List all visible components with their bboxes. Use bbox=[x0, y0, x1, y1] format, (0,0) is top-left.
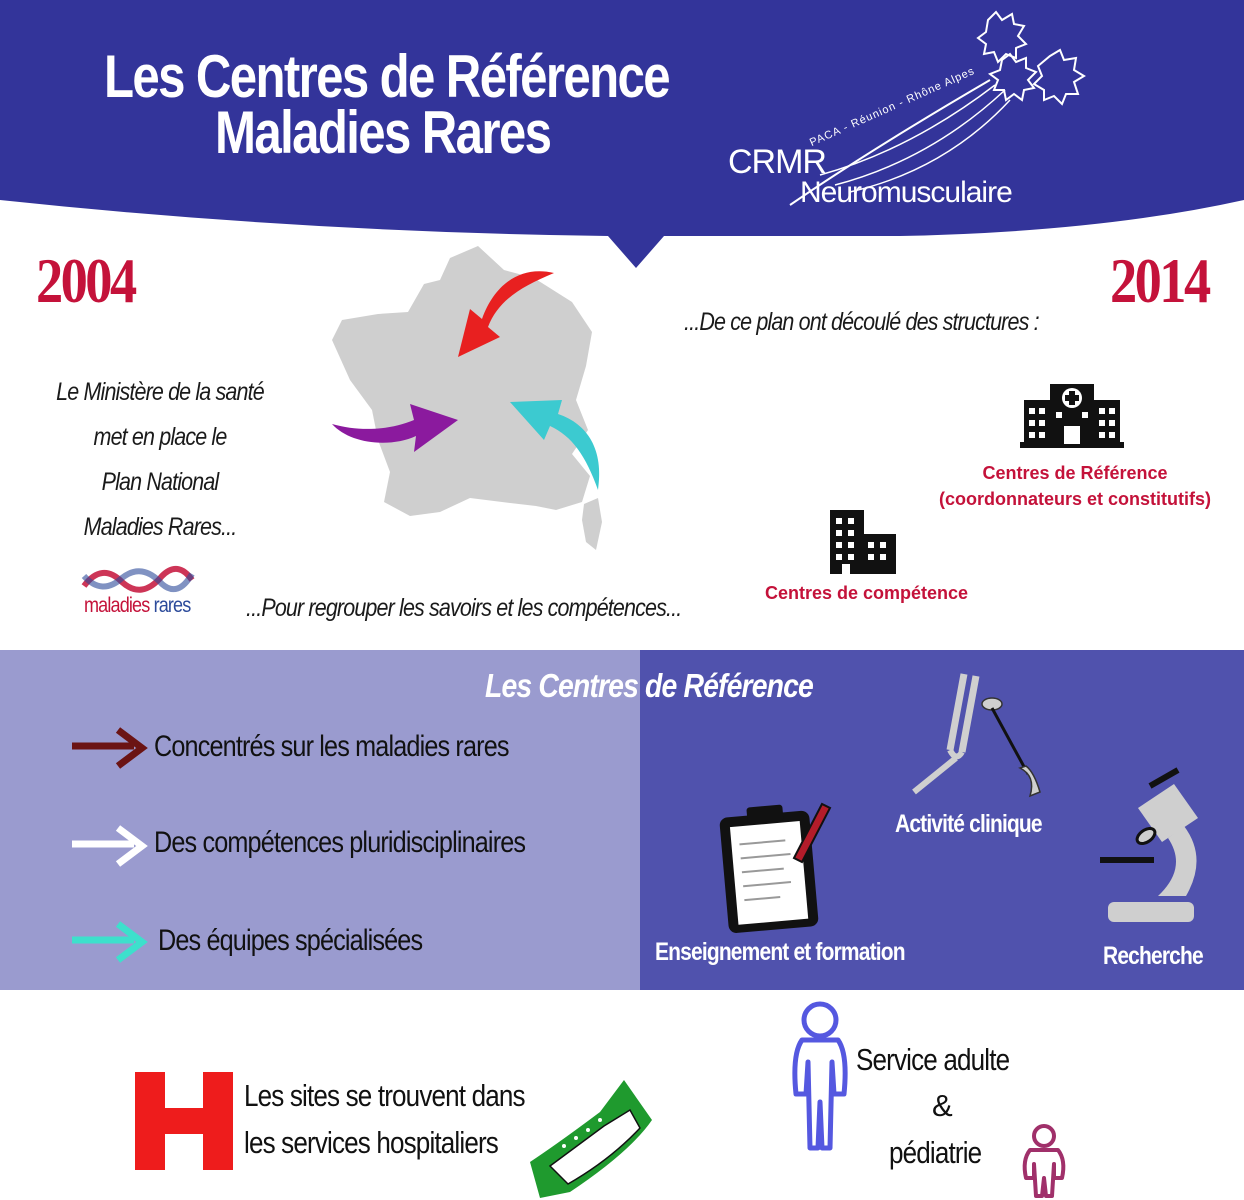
adult-person-icon bbox=[788, 1002, 852, 1152]
page-title-line2: Maladies Rares bbox=[215, 99, 551, 166]
plan-derived-text: ...De ce plan ont découlé des structures : bbox=[684, 308, 1039, 336]
service-adult-text: Service adulte bbox=[856, 1042, 1010, 1077]
tuning-fork-icon bbox=[900, 670, 1050, 800]
ministry-line: Plan National bbox=[101, 468, 219, 496]
service-ampersand: & bbox=[932, 1088, 952, 1123]
clinic-label: Activité clinique bbox=[895, 810, 1042, 838]
microscope-icon bbox=[1098, 778, 1218, 928]
office-building-icon bbox=[828, 510, 898, 576]
hospital-bracelet-icon bbox=[520, 1072, 660, 1200]
logo-word-maladies: maladies bbox=[84, 594, 150, 617]
crmr-logo-regions: PACA - Réunion - Rhône Alpes bbox=[808, 65, 977, 149]
child-person-icon bbox=[1020, 1124, 1070, 1200]
hospital-building-icon bbox=[1020, 378, 1124, 448]
arrow-right-icon bbox=[72, 822, 148, 866]
crmr-logo-name: CRMR bbox=[728, 143, 826, 181]
arrow-right-icon bbox=[72, 726, 148, 770]
arrow-right-icon bbox=[72, 918, 148, 962]
research-label: Recherche bbox=[1103, 942, 1203, 970]
arrow-cyan-icon bbox=[508, 390, 618, 500]
year-end: 2014 bbox=[1110, 245, 1209, 316]
centres-title: Les Centres de Référence bbox=[485, 667, 813, 704]
service-pediatric-text: pédiatrie bbox=[889, 1135, 982, 1170]
sites-text-line1: Les sites se trouvent dans bbox=[244, 1078, 525, 1113]
teaching-label: Enseignement et formation bbox=[655, 938, 905, 966]
hospital-h-icon bbox=[135, 1072, 235, 1170]
feature-text: Des équipes spécialisées bbox=[158, 924, 423, 957]
reference-centre-sublabel: (coordonnateurs et constitutifs) bbox=[938, 489, 1211, 509]
logo-word-rares: rares bbox=[153, 594, 191, 617]
arrow-purple-icon bbox=[330, 396, 470, 466]
maladies-rares-logo bbox=[84, 594, 190, 618]
ministry-line: Le Ministère de la santé bbox=[56, 378, 264, 406]
clipboard-icon bbox=[718, 796, 838, 936]
page-title-line1: Les Centres de Référence bbox=[104, 43, 669, 110]
maladies-rares-logo-icon bbox=[82, 566, 202, 596]
sites-text-line2: les services hospitaliers bbox=[244, 1125, 498, 1160]
crmr-logo-subtitle: Neuromusculaire bbox=[800, 176, 1012, 209]
ministry-text bbox=[48, 370, 272, 550]
year-start: 2004 bbox=[36, 245, 135, 316]
reference-centre-label: Centres de Référence bbox=[982, 463, 1168, 483]
feature-text: Des compétences pluridisciplinaires bbox=[154, 826, 526, 859]
feature-text: Concentrés sur les maladies rares bbox=[154, 730, 509, 763]
ministry-line: met en place le bbox=[93, 423, 227, 451]
arrow-red-icon bbox=[450, 265, 590, 385]
competence-centre-label: Centres de compétence bbox=[765, 583, 969, 603]
regroup-text: ...Pour regrouper les savoirs et les compétences... bbox=[246, 594, 682, 622]
ministry-line: Maladies Rares... bbox=[83, 513, 237, 541]
